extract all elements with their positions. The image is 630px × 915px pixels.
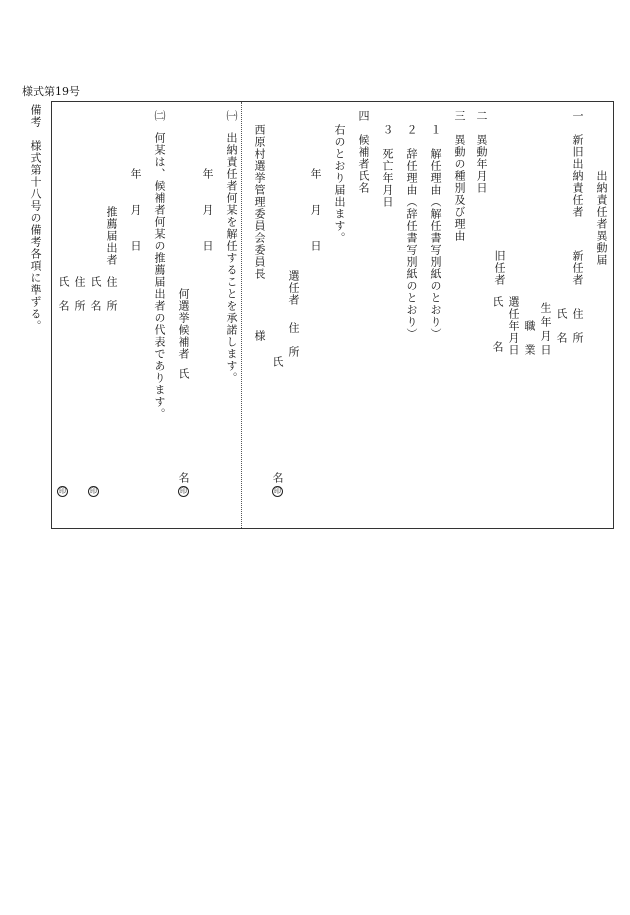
new-appointee-label: 新任者 [571, 250, 584, 286]
consent1-seal: 印 [180, 487, 187, 495]
recommender2-seal: 印 [59, 487, 66, 495]
consent1-name-char1: 氏 [177, 368, 190, 380]
resignation-reason-2: ２ 辞任理由（辞任書写別紙のとおり） [405, 124, 418, 340]
old-name-label: 氏 名 [491, 296, 504, 356]
section4-heading: 四 候補者氏名 [357, 110, 370, 194]
new-name-label: 氏 名 [555, 308, 568, 344]
appointer-label: 選任者 [287, 270, 300, 306]
death-date: ３ 死亡年月日 [381, 124, 394, 208]
recommender-label: 推薦届出者 [105, 206, 118, 266]
appointer-seal: 印 [274, 487, 281, 495]
addressee-honorific: 様 [253, 330, 266, 342]
old-appointment-date-label: 選任年月日 [507, 296, 520, 356]
section2-heading: 二 異動年月日 [475, 110, 488, 194]
remarks: 備考 様式第十八号の備考各項に準ずる。 [29, 104, 42, 332]
recommender1-seal: 印 [90, 487, 97, 495]
consent1-candidate-label: 何選挙候補者 [177, 288, 190, 360]
consent2-text: 何某は、候補者何某の推薦届出者の代表であります。 [153, 132, 166, 420]
submission-statement: 右のとおり届出ます。 [333, 124, 346, 244]
consent-divider [241, 102, 242, 528]
resignation-reason-1: １ 解任理由（解任書写別紙のとおり） [429, 124, 442, 340]
consent1-marker: ㈠ [225, 110, 238, 122]
addressee: 西原村選挙管理委員会委員長 [253, 124, 266, 280]
submission-date: 年 月 日 [309, 168, 322, 252]
new-occupation-label: 職 業 [523, 320, 536, 356]
appointer-name-char2: 名 [271, 472, 284, 484]
old-appointee-label: 旧任者 [493, 250, 506, 286]
consent1-name-char2: 名 [177, 472, 190, 484]
form-title: 出納責任者異動届 [595, 170, 608, 266]
consent2-date: 年 月 日 [129, 168, 142, 252]
new-birthdate-label: 生年月日 [539, 302, 552, 358]
new-address-label: 住 所 [571, 308, 584, 344]
section1-heading: 一 新旧出納責任者 [571, 110, 584, 218]
recommender2-address-label: 住 所 [73, 276, 86, 312]
recommender2-name-label: 氏 名 [57, 276, 70, 312]
section3-heading: 三 異動の種別及び理由 [453, 110, 466, 242]
recommender1-name-label: 氏 名 [89, 276, 102, 312]
appointer-address-label: 住 所 [287, 322, 300, 358]
consent1-date: 年 月 日 [201, 168, 214, 252]
recommender1-address-label: 住 所 [105, 276, 118, 312]
consent2-marker: ㈡ [153, 110, 166, 122]
appointer-name-char1: 氏 [271, 356, 284, 368]
form-number: 様式第19号 [22, 85, 80, 98]
consent1-text: 出納責任者何某を解任することを承諾します。 [225, 132, 238, 384]
